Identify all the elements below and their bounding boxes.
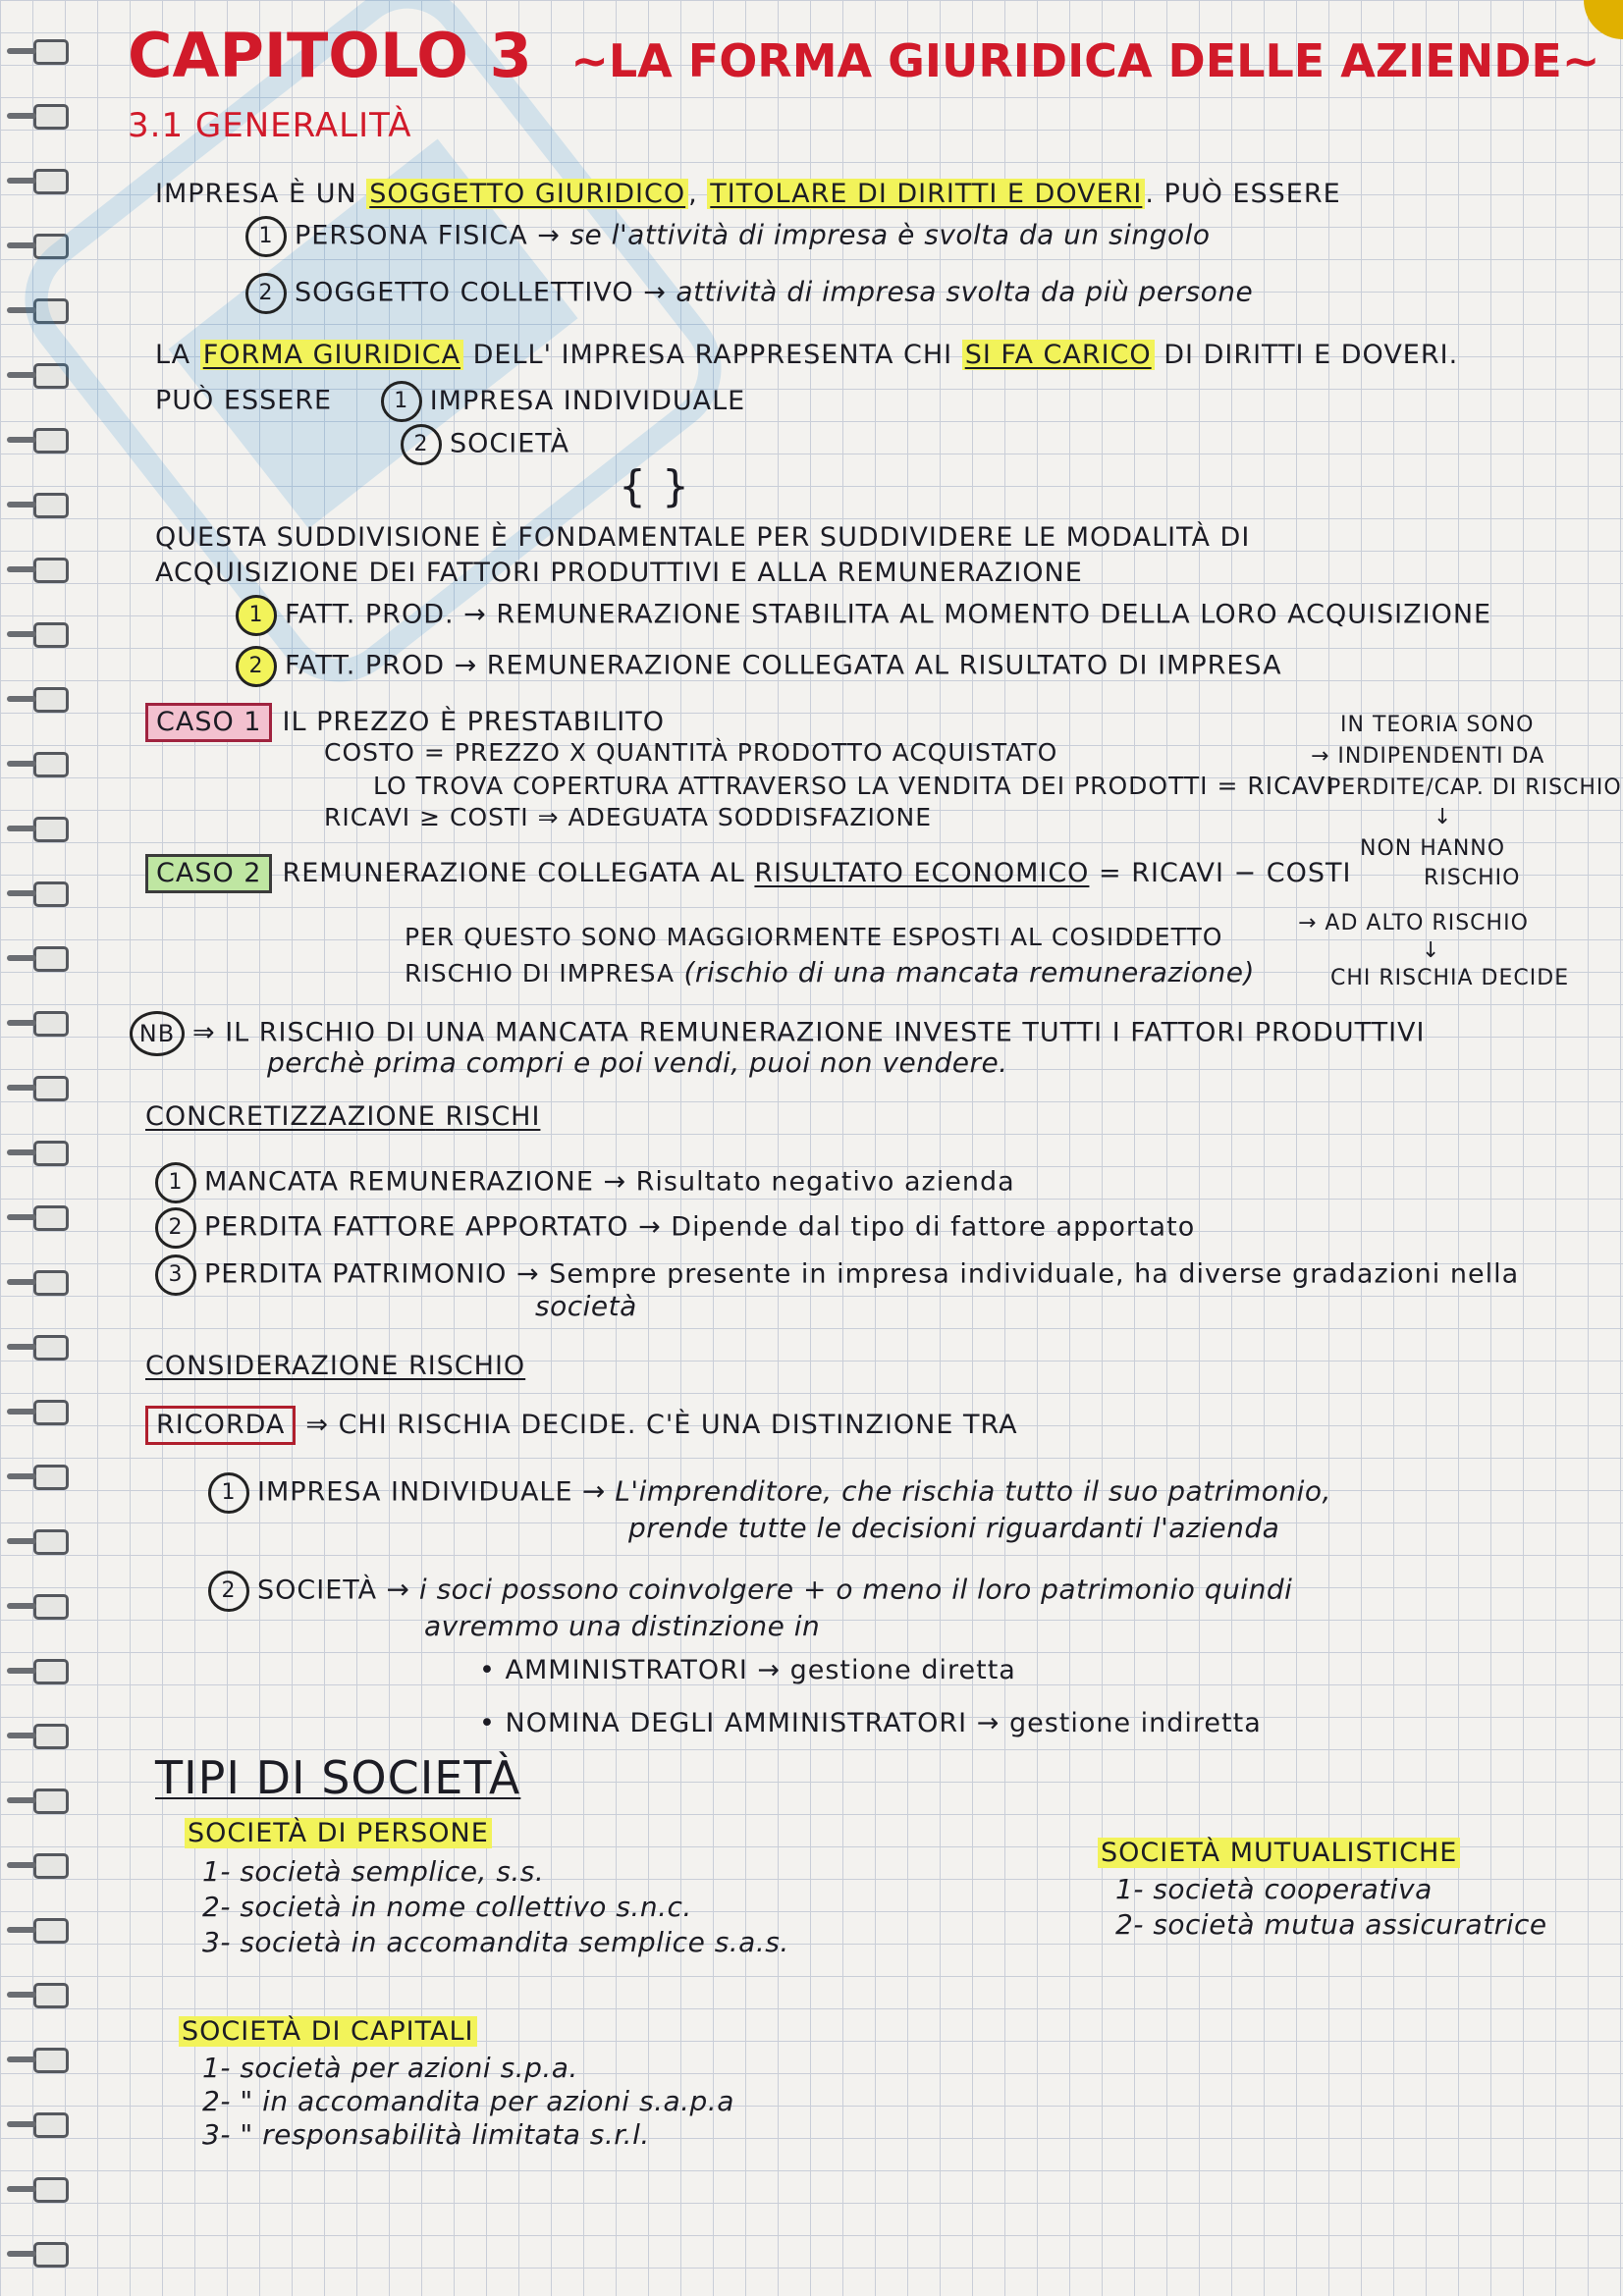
bullet-amministratori: • AMMINISTRATORI → gestione diretta — [479, 1655, 1016, 1685]
suddivisione-item-2 — [236, 646, 1282, 687]
option-text: IMPRESA INDIVIDUALE — [429, 385, 746, 416]
spiral-ring — [33, 2242, 69, 2268]
text: . PUÒ ESSERE — [1145, 179, 1341, 209]
intro-line-1 — [155, 179, 1341, 210]
spiral-ring — [33, 1465, 69, 1490]
caso1-line-1 — [145, 703, 665, 742]
spiral-ring — [33, 1270, 69, 1296]
caso2-side-3: CHI RISCHIA DECIDE — [1330, 966, 1570, 990]
caso1-line-2: COSTO = PREZZO X QUANTITÀ PRODOTTO ACQUISTATO — [324, 738, 1058, 767]
considerazione-item-2-cont: avremmo una distinzione in — [424, 1610, 821, 1642]
spiral-ring — [33, 1853, 69, 1879]
number-circle: 1 — [245, 216, 287, 257]
spiral-ring — [33, 2048, 69, 2073]
item-text: MANCATA REMUNERAZIONE → Risultato negativo azienda — [204, 1166, 1015, 1198]
chapter-number: CAPITOLO 3 — [128, 20, 532, 91]
caso1-side-arrow: ↓ — [1434, 805, 1453, 829]
highlight-text: SOCIETÀ MUTUALISTICHE — [1098, 1838, 1460, 1868]
text: IL PREZZO È PRESTABILITO — [282, 707, 665, 737]
forma-option-2 — [401, 424, 569, 465]
mutua-item-1: 1- società cooperativa — [1115, 1873, 1433, 1905]
suddivisione-line-1: QUESTA SUDDIVISIONE È FONDAMENTALE PER SUDDIVIDERE LE MODALITÀ DI — [155, 522, 1251, 553]
spiral-ring — [33, 298, 69, 324]
spiral-ring — [33, 881, 69, 907]
caso2-badge: CASO 2 — [145, 854, 272, 893]
suddivisione-line-2: ACQUISIZIONE DEI FATTORI PRODUTTIVI E ALLA REMUNERAZIONE — [155, 558, 1083, 588]
considerazione-item-1-cont: prende tutte le decisioni riguardanti l'azienda — [628, 1512, 1280, 1544]
item-label: PERSONA FISICA — [295, 220, 528, 251]
doodle-braces: { } — [619, 461, 690, 511]
considerazione-item-2 — [208, 1571, 1292, 1612]
section-title: 3.1 GENERALITÀ — [128, 106, 412, 145]
spiral-ring — [33, 363, 69, 389]
item-text: PERDITA PATRIMONIO → Sempre presente in impresa individuale, ha diverse gradazioni nella — [204, 1258, 1520, 1290]
arrow: → — [633, 277, 676, 308]
spiral-ring — [33, 2177, 69, 2203]
spiral-ring — [33, 169, 69, 194]
text: ⇒ IL RISCHIO DI UNA MANCATA REMUNERAZIONE INVESTE TUTTI I FATTORI PRODUTTIVI — [192, 1017, 1426, 1048]
caso1-line-4: RICAVI ≥ COSTI ⇒ ADEGUATA SODDISFAZIONE — [324, 803, 933, 831]
number-circle: 2 — [236, 646, 277, 687]
number-circle: 2 — [245, 273, 287, 314]
number-circle: 3 — [155, 1255, 196, 1296]
spiral-ring — [33, 1918, 69, 1944]
spiral-ring — [33, 1529, 69, 1555]
caso1-side-6: RISCHIO — [1424, 866, 1521, 890]
item-text: FATT. PROD → REMUNERAZIONE COLLEGATA AL RISULTATO DI IMPRESA — [285, 650, 1282, 681]
caso2-line-2: PER QUESTO SONO MAGGIORMENTE ESPOSTI AL COSIDDETTO — [405, 923, 1223, 951]
rischio-item-3-cont: società — [535, 1290, 637, 1322]
item-label: SOCIETÀ — [257, 1575, 378, 1606]
text: = RICAVI − COSTI — [1089, 858, 1352, 888]
caso2-side-1: → AD ALTO RISCHIO — [1298, 911, 1529, 935]
forma-line-1 — [155, 340, 1458, 371]
spiral-ring — [33, 428, 69, 454]
spiral-ring — [33, 104, 69, 130]
spiral-ring — [33, 1594, 69, 1620]
text: DELL' IMPRESA RAPPRESENTA CHI — [463, 340, 962, 370]
caso1-side-2: → INDIPENDENTI DA — [1311, 744, 1545, 769]
tipi-title: TIPI DI SOCIETÀ — [155, 1751, 521, 1804]
considerazione-line-1 — [145, 1406, 1018, 1445]
capitali-item-1: 1- società per azioni s.p.a. — [202, 2052, 578, 2084]
text: (rischio di una mancata remunerazione) — [675, 956, 1255, 988]
spiral-ring — [33, 817, 69, 842]
item-label: IMPRESA INDIVIDUALE — [257, 1476, 573, 1508]
underlined-text: RISULTATO ECONOMICO — [754, 858, 1090, 888]
text: REMUNERAZIONE COLLEGATA AL — [282, 858, 755, 888]
highlight-text: SOCIETÀ DI PERSONE — [185, 1818, 492, 1848]
considerazione-item-1 — [208, 1472, 1331, 1514]
number-circle: 2 — [401, 424, 442, 465]
forma-line-2 — [155, 381, 745, 422]
spiral-ring — [33, 1335, 69, 1361]
item-label: SOGGETTO COLLETTIVO — [295, 277, 634, 308]
persone-item-2: 2- società in nome collettivo s.n.c. — [202, 1891, 692, 1923]
rischio-item-2 — [155, 1207, 1195, 1249]
spiral-ring — [33, 622, 69, 648]
arrow: → — [527, 220, 570, 251]
caso2-side-arrow: ↓ — [1422, 938, 1441, 963]
text: RISCHI — [435, 1101, 541, 1132]
caso1-side-3: PERDITE/CAP. DI RISCHIO — [1327, 775, 1622, 800]
spiral-ring — [33, 1141, 69, 1166]
caso1-side-5: NON HANNO — [1360, 836, 1506, 861]
persone-title — [185, 1818, 492, 1849]
text: RISCHIO DI IMPRESA — [405, 959, 676, 988]
considerazione-title: CONSIDERAZIONE RISCHIO — [145, 1351, 526, 1381]
number-circle: 1 — [155, 1162, 196, 1203]
nb-line-2: perchè prima compri e poi vendi, puoi non vendere. — [267, 1046, 1008, 1079]
item-text: → i soci possono coinvolgere + o meno il loro patrimonio quindi — [377, 1573, 1293, 1606]
chapter-title — [128, 20, 1599, 92]
spiral-ring — [33, 234, 69, 259]
number-circle: 1 — [381, 381, 422, 422]
highlight-text: SI FA CARICO — [962, 340, 1155, 370]
concretizzazione-title — [145, 1101, 540, 1133]
spiral-ring — [33, 1400, 69, 1425]
spiral-ring — [33, 687, 69, 713]
caso1-line-3: LO TROVA COPERTURA ATTRAVERSO LA VENDITA DEI PRODOTTI = RICAVI — [373, 772, 1334, 800]
text: CONCRETIZZAZIONE — [145, 1101, 436, 1132]
spiral-ring — [33, 752, 69, 777]
intro-item-1 — [245, 216, 1211, 257]
number-circle: 2 — [208, 1571, 249, 1612]
persone-item-3: 3- società in accomandita semplice s.a.s. — [202, 1926, 789, 1958]
chapter-heading: ~LA FORMA GIURIDICA DELLE AZIENDE~ — [570, 34, 1600, 87]
spiral-ring — [33, 39, 69, 65]
bullet-nomina: • NOMINA DEGLI AMMINISTRATORI → gestione indiretta — [479, 1708, 1262, 1738]
nb-badge: NB — [130, 1011, 185, 1056]
rischio-item-3 — [155, 1255, 1519, 1296]
text: PUÒ ESSERE — [155, 385, 333, 416]
caso2-line-1 — [145, 854, 1351, 893]
capitali-item-3: 3- " responsabilità limitata s.r.l. — [202, 2118, 650, 2151]
spiral-ring — [33, 1724, 69, 1749]
highlight-text: TITOLARE DI DIRITTI E DOVERI — [707, 179, 1145, 209]
text: , — [688, 179, 708, 209]
item-text: se l'attività di impresa è svolta da un singolo — [569, 218, 1211, 251]
spiral-ring — [33, 493, 69, 518]
intro-item-2 — [245, 273, 1253, 314]
number-circle: 2 — [155, 1207, 196, 1249]
capitali-title — [179, 2016, 477, 2048]
spiral-ring — [33, 946, 69, 972]
highlight-text: SOGGETTO GIURIDICO — [366, 179, 688, 209]
spiral-ring — [33, 558, 69, 583]
caso2-line-3 — [405, 956, 1255, 989]
mutua-item-2: 2- società mutua assicuratrice — [1115, 1908, 1547, 1941]
spiral-ring — [33, 1076, 69, 1101]
text: IMPRESA È UN — [155, 179, 367, 209]
spiral-ring — [33, 1983, 69, 2008]
caso1-side-1: IN TEORIA SONO — [1340, 713, 1535, 737]
text: LA — [155, 340, 200, 370]
mutua-title — [1098, 1838, 1460, 1869]
number-circle: 1 — [208, 1472, 249, 1514]
item-text: attività di impresa svolta da più persone — [676, 275, 1254, 308]
rischio-item-1 — [155, 1162, 1015, 1203]
option-text: SOCIETÀ — [450, 428, 570, 459]
highlight-text: FORMA GIURIDICA — [200, 340, 463, 370]
spiral-ring — [33, 2112, 69, 2138]
text: ⇒ CHI RISCHIA DECIDE. C'È UNA DISTINZIONE TRA — [305, 1410, 1018, 1440]
highlight-text: SOCIETÀ DI CAPITALI — [179, 2016, 477, 2047]
number-circle: 1 — [236, 595, 277, 636]
text: DI DIRITTI E DOVERI. — [1154, 340, 1459, 370]
spiral-ring — [33, 1789, 69, 1814]
caso1-badge: CASO 1 — [145, 703, 272, 742]
spiral-ring — [33, 1659, 69, 1684]
capitali-item-2: 2- " in accomandita per azioni s.a.p.a — [202, 2085, 734, 2117]
suddivisione-item-1 — [236, 595, 1491, 636]
spiral-ring — [33, 1011, 69, 1037]
notebook-spiral — [0, 0, 79, 2296]
ricorda-badge: RICORDA — [145, 1406, 296, 1445]
item-text: PERDITA FATTORE APPORTATO → Dipende dal tipo di fattore apportato — [204, 1211, 1196, 1243]
item-text: FATT. PROD. → REMUNERAZIONE STABILITA AL MOMENTO DELLA LORO ACQUISIZIONE — [285, 599, 1492, 630]
spiral-ring — [33, 1205, 69, 1231]
item-text: → L'imprenditore, che rischia tutto il suo patrimonio, — [572, 1474, 1331, 1508]
persone-item-1: 1- società semplice, s.s. — [202, 1855, 545, 1888]
